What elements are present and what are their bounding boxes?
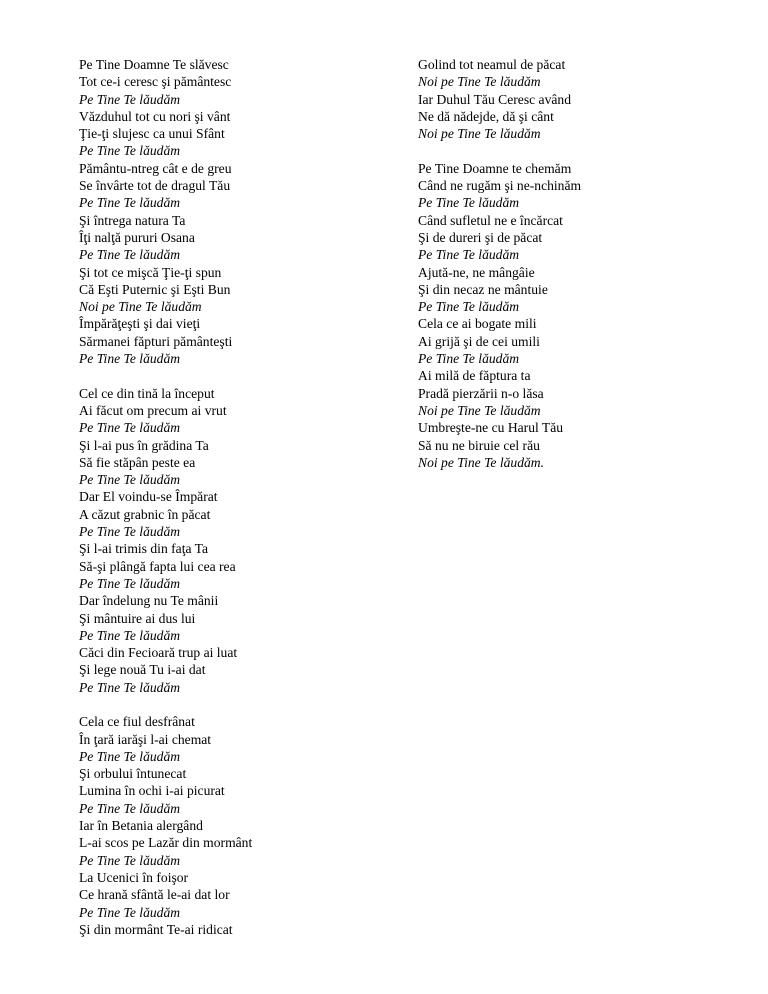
verse-line: Şi l-ai trimis din faţa Ta — [79, 541, 209, 557]
verse-line: Şi orbului întunecat — [79, 766, 187, 782]
verse-line: Ai milă de făptura ta — [418, 368, 531, 384]
verse-line: Sărmanei făpturi pământeşti — [79, 333, 233, 349]
stanza-break — [79, 696, 399, 713]
verse-line: Pe Tine Doamne Te slăvesc — [79, 57, 229, 72]
verse-line: Ajută-ne, ne mângâie — [418, 264, 535, 280]
verse-line: Golind tot neamul de păcat — [418, 57, 566, 72]
verse-line: A căzut grabnic în păcat — [79, 506, 211, 522]
verse-line: Şi l-ai pus în grădina Ta — [79, 437, 209, 453]
refrain-line: Pe Tine Te lăudăm — [79, 852, 181, 868]
verse-line: Şi tot ce mişcă Ţie-ţi spun — [79, 264, 222, 280]
verse-line: Şi din necaz ne mântuie — [418, 281, 548, 297]
verse-line: Când sufletul ne e încărcat — [418, 212, 563, 228]
right-column — [418, 56, 738, 471]
verse-line: Pradă pierzării n-o lăsa — [418, 385, 544, 401]
verse-line: Văzduhul tot cu nori şi vânt — [79, 108, 231, 124]
verse-line: Pe Tine Doamne te chemăm — [418, 160, 572, 176]
verse-line: Că Eşti Puternic şi Eşti Bun — [79, 281, 231, 297]
verse-line: Şi întrega natura Ta — [79, 212, 186, 228]
verse-line: Ţie-ţi slujesc ca unui Sfânt — [79, 126, 225, 142]
verse-line: Şi de dureri şi de păcat — [418, 229, 543, 245]
verse-line: Dar îndelung nu Te mânii — [79, 593, 219, 609]
verse-line: Ai făcut om precum ai vrut — [79, 402, 227, 418]
verse-line: Şi mântuire ai dus lui — [79, 610, 196, 626]
verse-line: Să nu ne biruie cel rău — [418, 437, 540, 453]
verse-line: Să-şi plângă fapta lui cea rea — [79, 558, 236, 574]
verse-line: Ne dă nădejde, dă şi cânt — [418, 108, 554, 124]
verse-line: Ai grijă şi de cei umili — [418, 333, 540, 349]
verse-line: Cel ce din tină la început — [79, 385, 215, 401]
verse-line: Şi din mormânt Te-ai ridicat — [79, 921, 233, 937]
verse-line: Pământu-ntreg cât e de greu — [79, 160, 232, 176]
verse-line: Împărăţeşti şi dai vieţi — [79, 316, 201, 332]
refrain-line: Pe Tine Te lăudăm — [418, 299, 520, 315]
stanza-break — [418, 142, 738, 159]
verse-line: Umbreşte-ne cu Harul Tău — [418, 420, 564, 436]
refrain-line: Pe Tine Te lăudăm — [418, 195, 520, 211]
verse-line: Dar El voindu-se Împărat — [79, 489, 218, 505]
verse-line: Căci din Fecioară trup ai luat — [79, 645, 238, 661]
verse-line: Îţi nalţă pururi Osana — [79, 229, 195, 245]
refrain-line: Noi pe Tine Te lăudăm — [418, 74, 541, 90]
refrain-line: Pe Tine Te lăudăm — [79, 679, 181, 695]
verse-line: Se învârte tot de dragul Tău — [79, 178, 231, 194]
refrain-line: Noi pe Tine Te lăudăm — [418, 126, 541, 142]
verse-line: La Ucenici în foişor — [79, 869, 189, 885]
refrain-line: Noi pe Tine Te lăudăm — [79, 299, 202, 315]
verse-line: Când ne rugăm şi ne-nchinăm — [418, 178, 582, 194]
left-column — [79, 56, 399, 938]
verse-line: În ţară iarăşi l-ai chemat — [79, 731, 212, 747]
verse-line: Să fie stăpân peste ea — [79, 454, 196, 470]
refrain-line: Pe Tine Te lăudăm — [79, 91, 181, 107]
verse-line: Ce hrană sfântă le-ai dat lor — [79, 887, 230, 903]
refrain-line: Noi pe Tine Te lăudăm. — [418, 454, 545, 470]
refrain-line: Pe Tine Te lăudăm — [79, 247, 181, 263]
refrain-line: Pe Tine Te lăudăm — [79, 627, 181, 643]
verse-line: Şi lege nouă Tu i-ai dat — [79, 662, 206, 678]
verse-line: Tot ce-i ceresc şi pământesc — [79, 74, 232, 90]
verse-line: L-ai scos pe Lazăr din mormânt — [79, 835, 253, 851]
refrain-line: Pe Tine Te lăudăm — [79, 904, 181, 920]
refrain-line: Pe Tine Te lăudăm — [418, 351, 520, 367]
verse-line: Cela ce fiul desfrânat — [79, 714, 195, 730]
refrain-line: Pe Tine Te lăudăm — [79, 524, 181, 540]
verse-line: Cela ce ai bogate mili — [418, 316, 537, 332]
verse-line: Lumina în ochi i-ai picurat — [79, 783, 225, 799]
stanza-break — [79, 367, 399, 384]
refrain-line: Pe Tine Te lăudăm — [79, 420, 181, 436]
refrain-line: Pe Tine Te lăudăm — [418, 247, 520, 263]
refrain-line: Pe Tine Te lăudăm — [79, 575, 181, 591]
refrain-line: Noi pe Tine Te lăudăm — [418, 402, 541, 418]
verse-line: Iar în Betania alergând — [79, 818, 203, 834]
refrain-line: Pe Tine Te lăudăm — [79, 800, 181, 816]
refrain-line: Pe Tine Te lăudăm — [79, 195, 181, 211]
refrain-line: Pe Tine Te lăudăm — [79, 748, 181, 764]
refrain-line: Pe Tine Te lăudăm — [79, 351, 181, 367]
refrain-line: Pe Tine Te lăudăm — [79, 472, 181, 488]
refrain-line: Pe Tine Te lăudăm — [79, 143, 181, 159]
verse-line: Iar Duhul Tău Ceresc având — [418, 91, 571, 107]
